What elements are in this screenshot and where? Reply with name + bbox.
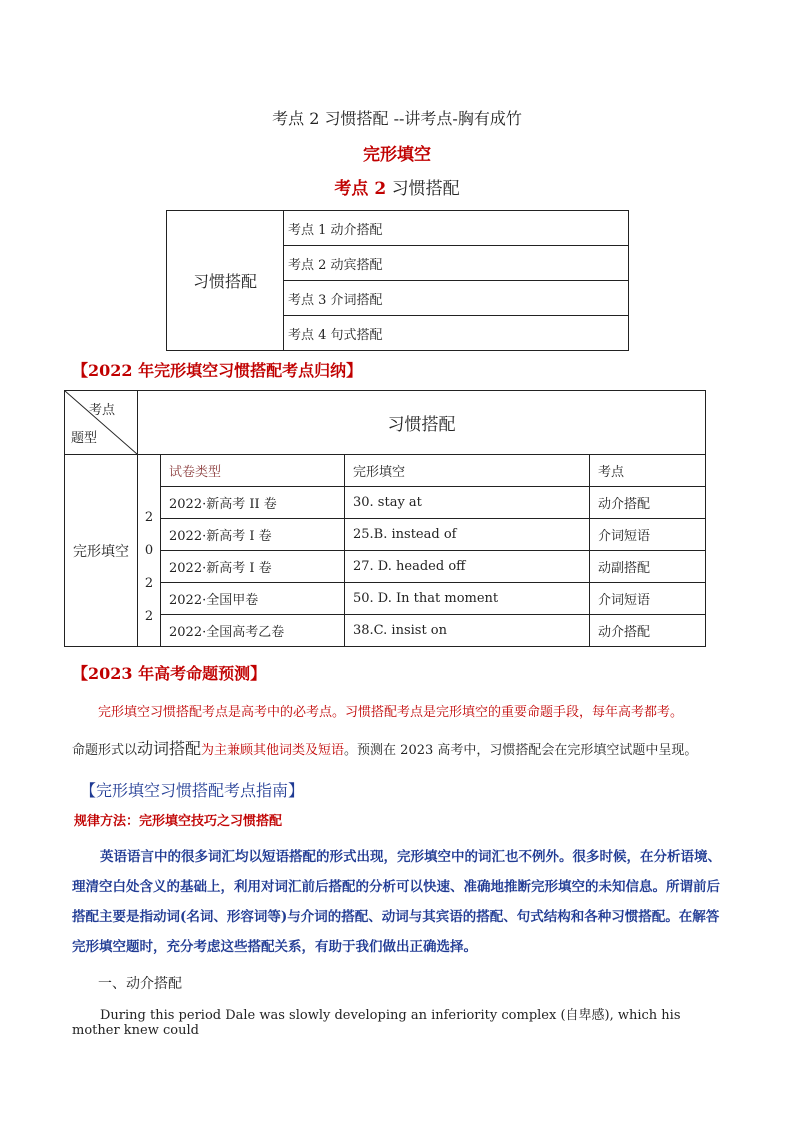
main-header-cell: 习惯搭配 xyxy=(138,391,706,455)
diag-label-type: 题型 xyxy=(71,431,98,446)
answer-cell: 27. D. headed off xyxy=(345,551,590,583)
paper-cell: 2022·新高考 I 卷 xyxy=(161,551,345,583)
overview-table xyxy=(166,210,629,351)
document-heading: 考点 2 习惯搭配 --讲考点-胸有成竹 xyxy=(272,109,522,128)
col-header-point: 考点 xyxy=(590,455,706,487)
summary-table xyxy=(64,390,706,647)
subject-title: 完形填空 xyxy=(363,145,431,165)
forecast-text-red: 为主兼顾其他词类及短语 xyxy=(201,743,345,758)
col-header-answer: 完形填空 xyxy=(345,455,590,487)
year-digit: 0 xyxy=(144,543,154,558)
col-header-paper: 试卷类型 xyxy=(161,455,345,487)
section-heading-2023-forecast: 【2023 年高考命题预测】 xyxy=(72,664,267,683)
point-cell: 介词短语 xyxy=(590,519,706,551)
table-row xyxy=(65,615,706,647)
year-digit: 2 xyxy=(144,510,154,525)
forecast-paragraph-1: 完形填空习惯搭配考点是高考中的必考点。习惯搭配考点是完形填空的重要命题手段，每年高考都考。 xyxy=(98,705,684,720)
point-cell: 动介搭配 xyxy=(590,615,706,647)
point-title-text: 习惯搭配 xyxy=(386,179,460,199)
rule-method-line: 规律方法：完形填空技巧之习惯搭配 xyxy=(74,814,283,829)
year-digit: 2 xyxy=(144,609,154,624)
point-cell: 介词短语 xyxy=(590,583,706,615)
overview-item: 考点 4 句式搭配 xyxy=(284,316,629,351)
table-row xyxy=(65,583,706,615)
diagonal-header-cell xyxy=(65,391,138,455)
answer-cell: 30. stay at xyxy=(345,487,590,519)
point-title-number: 考点 2 xyxy=(334,179,387,199)
section-heading-2022-summary: 【2022 年完形填空习惯搭配考点归纳】 xyxy=(72,361,363,380)
diag-label-point: 考点 xyxy=(88,403,115,418)
point-title xyxy=(0,174,794,199)
forecast-emphasis: 动词搭配 xyxy=(137,739,202,758)
answer-cell: 25.B. instead of xyxy=(345,519,590,551)
paper-cell: 2022·全国甲卷 xyxy=(161,583,345,615)
forecast-text: 命题形式以 xyxy=(72,743,138,758)
answer-cell: 50. D. In that moment xyxy=(345,583,590,615)
section-heading-guide: 【完形填空习惯搭配考点指南】 xyxy=(80,781,305,800)
year-cell xyxy=(138,455,161,647)
paper-cell: 2022·全国高考乙卷 xyxy=(161,615,345,647)
overview-item: 考点 2 动宾搭配 xyxy=(284,246,629,281)
forecast-text: 。预测在 2023 高考中，习惯搭配会在完形填空试题中呈现。 xyxy=(344,743,698,758)
overview-item: 考点 1 动介搭配 xyxy=(284,211,629,246)
guide-paragraph: 英语语言中的很多词汇均以短语搭配的形式出现，完形填空中的词汇也不例外。很多时候，在分析语境、理清空白处含义的基础上，利用对词汇前后搭配的分析可以快速、准确地推断完形填空的未知信息。所谓前后搭配主要是指动词(名词、形容词等)与介词的搭配、动词与其宾语的搭配、句式结构和各种习惯搭配。在解答完形填空题时，充分考虑这些搭配关系，有助于我们做出正确选择。 xyxy=(72,849,721,955)
point-cell: 动副搭配 xyxy=(590,551,706,583)
table-row xyxy=(65,519,706,551)
paper-cell: 2022·新高考 II 卷 xyxy=(161,487,345,519)
table-row xyxy=(65,551,706,583)
answer-cell: 38.C. insist on xyxy=(345,615,590,647)
year-digit: 2 xyxy=(144,576,154,591)
overview-lead-cell: 习惯搭配 xyxy=(167,211,284,351)
point-cell: 动介搭配 xyxy=(590,487,706,519)
subsection-title: 一、动介搭配 xyxy=(98,976,182,992)
example-paragraph: During this period Dale was slowly developing an inferiority complex (自卑感), which his mother knew could xyxy=(72,1008,681,1038)
table-row xyxy=(65,487,706,519)
forecast-paragraph-2 xyxy=(72,736,722,759)
paper-cell: 2022·新高考 I 卷 xyxy=(161,519,345,551)
question-type-cell: 完形填空 xyxy=(65,455,138,647)
overview-item: 考点 3 介词搭配 xyxy=(284,281,629,316)
